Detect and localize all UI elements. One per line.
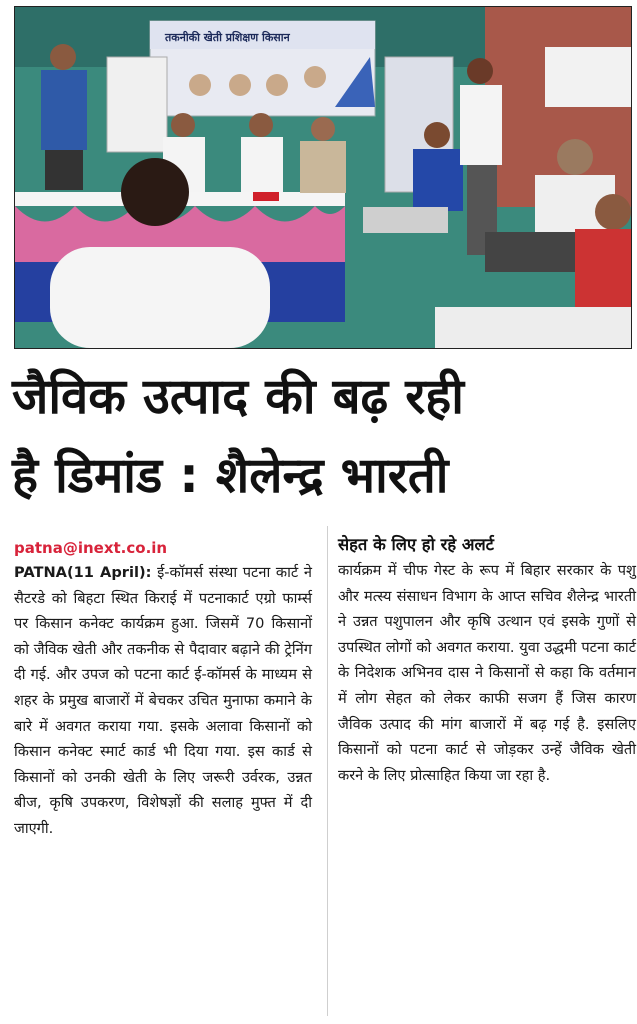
article-right-column <box>338 532 636 788</box>
event-photo-illustration <box>15 7 631 348</box>
right-body-text: कार्यक्रम में चीफ गेस्ट के रूप में बिहार सरकार के पशु और मत्स्य संसाधन विभाग के आप्त सचिव शैलेन्द्र भारती ने उन्नत पशुपालन और कृषि उत्थान एवं इसके गुणों से उपस्थित लोगों को अवगत कराया. युवा उद्धमी पटना कार्ट के निदेशक अभिनव दास ने किसानों से कहा कि वर्तमान में लोग सेहत को लेकर काफी सजग हैं जिस कारण जैविक उत्पाद की मांग बाजारों में बढ़ गई है. इसलिए किसानों को पटना कार्ट से जोड़कर उन्हें जैविक खेती करने के लिए प्रोत्साहित किया जा रहा है. <box>338 562 636 784</box>
headline-line-2: है डिमांड : शैलेन्द्र भारती <box>12 447 449 504</box>
subheading: सेहत के लिए हो रहे अलर्ट <box>338 535 494 554</box>
column-divider <box>327 526 328 1016</box>
news-photo <box>14 6 632 349</box>
headline-line-1: जैविक उत्पाद की बढ़ रही <box>12 368 464 425</box>
left-paragraph <box>14 560 312 842</box>
left-body-text: ई-कॉमर्स संस्था पटना कार्ट ने सैटरडे को बिहटा स्थित किराई में पटनाकार्ट एग्रो फार्म्स पर किसान कनेक्ट कार्यक्रम हुआ. जिसमें 70 किसानों को जैविक खेती और तकनीक से पैदावार बढ़ाने की ट्रेनिंग दी गई. और उपज को पटना कार्ट ई-कॉमर्स के माध्यम से शहर के प्रमुख बाजारों में बेचकर उचित मुनाफा कमाने के बारे में अवगत कराया गया. इसके अलावा किसानों को किसान कनेक्ट स्मार्ट कार्ड भी दिया गया. इस कार्ड से किसानों को उनकी खेती के लिए जरूरी उर्वरक, उन्नत बीज, कृषि उपकरण, विशेषज्ञों की सलाह मुफ्त में दी जाएगी. <box>14 564 312 837</box>
dateline: PATNA(11 April): <box>14 564 152 581</box>
author-email[interactable]: patna@inext.co.in <box>14 539 168 557</box>
banner-text: तकनीकी खेती प्रशिक्षण किसान <box>165 31 290 44</box>
article-left-column <box>14 536 312 842</box>
